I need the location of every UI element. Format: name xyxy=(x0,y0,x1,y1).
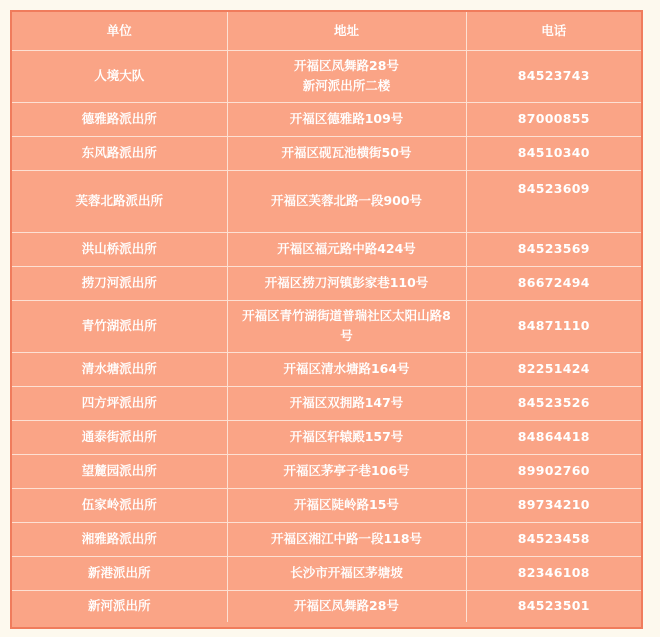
table-row xyxy=(12,454,641,488)
phone-cell: 84523569 xyxy=(466,232,641,266)
table-row xyxy=(12,488,641,522)
address-cell: 开福区双拥路147号 xyxy=(227,386,466,420)
address-cell: 开福区陡岭路15号 xyxy=(227,488,466,522)
address-cell: 开福区捞刀河镇彭家巷110号 xyxy=(227,266,466,300)
unit-cell: 东风路派出所 xyxy=(12,136,227,170)
phone-cell: 89902760 xyxy=(466,454,641,488)
header-unit: 单位 xyxy=(12,12,227,50)
phone-cell: 84864418 xyxy=(466,420,641,454)
table-row xyxy=(12,232,641,266)
phone-cell: 82251424 xyxy=(466,352,641,386)
unit-cell: 洪山桥派出所 xyxy=(12,232,227,266)
unit-cell: 清水塘派出所 xyxy=(12,352,227,386)
unit-cell: 芙蓉北路派出所 xyxy=(12,170,227,232)
address-cell: 长沙市开福区茅塘坡 xyxy=(227,556,466,590)
address-cell: 开福区德雅路109号 xyxy=(227,102,466,136)
address-cell: 开福区芙蓉北路一段900号 xyxy=(227,170,466,232)
table-row xyxy=(12,352,641,386)
unit-cell: 伍家岭派出所 xyxy=(12,488,227,522)
address-line: 号 xyxy=(340,328,353,343)
table-row xyxy=(12,136,641,170)
address-cell xyxy=(227,50,466,102)
unit-cell: 新港派出所 xyxy=(12,556,227,590)
table-row xyxy=(12,556,641,590)
header-address: 地址 xyxy=(227,12,466,50)
phone-cell: 87000855 xyxy=(466,102,641,136)
police-station-table xyxy=(12,12,641,622)
table-row xyxy=(12,170,641,232)
table-row xyxy=(12,102,641,136)
address-cell: 开福区轩辕殿157号 xyxy=(227,420,466,454)
address-cell: 开福区湘江中路一段118号 xyxy=(227,522,466,556)
address-cell: 开福区砚瓦池横街50号 xyxy=(227,136,466,170)
table-row xyxy=(12,590,641,622)
phone-cell: 84523458 xyxy=(466,522,641,556)
table-row xyxy=(12,420,641,454)
header-phone: 电话 xyxy=(466,12,641,50)
table-row xyxy=(12,266,641,300)
phone-cell: 84523743 xyxy=(466,50,641,102)
table-frame xyxy=(10,10,643,629)
table-header-row xyxy=(12,12,641,50)
unit-cell: 新河派出所 xyxy=(12,590,227,622)
unit-cell: 捞刀河派出所 xyxy=(12,266,227,300)
address-cell: 开福区福元路中路424号 xyxy=(227,232,466,266)
unit-cell: 湘雅路派出所 xyxy=(12,522,227,556)
unit-cell: 青竹湖派出所 xyxy=(12,300,227,352)
table-row xyxy=(12,50,641,102)
phone-cell: 84523501 xyxy=(466,590,641,622)
unit-cell: 人境大队 xyxy=(12,50,227,102)
address-cell: 开福区茅亭子巷106号 xyxy=(227,454,466,488)
phone-cell: 82346108 xyxy=(466,556,641,590)
phone-cell: 84871110 xyxy=(466,300,641,352)
unit-cell: 通泰街派出所 xyxy=(12,420,227,454)
address-cell: 开福区凤舞路28号 xyxy=(227,590,466,622)
unit-cell: 四方坪派出所 xyxy=(12,386,227,420)
unit-cell: 德雅路派出所 xyxy=(12,102,227,136)
phone-cell: 84510340 xyxy=(466,136,641,170)
phone-cell: 84523526 xyxy=(466,386,641,420)
phone-cell: 89734210 xyxy=(466,488,641,522)
address-cell: 开福区清水塘路164号 xyxy=(227,352,466,386)
address-line: 新河派出所二楼 xyxy=(302,78,391,93)
address-cell xyxy=(227,300,466,352)
table-row xyxy=(12,522,641,556)
table-row xyxy=(12,386,641,420)
unit-cell: 望麓园派出所 xyxy=(12,454,227,488)
table-row xyxy=(12,300,641,352)
phone-cell: 84523609 xyxy=(466,170,641,232)
address-line: 开福区凤舞路28号 xyxy=(294,58,399,73)
address-line: 开福区青竹湖街道普瑞社区太阳山路8 xyxy=(242,308,451,323)
phone-cell: 86672494 xyxy=(466,266,641,300)
